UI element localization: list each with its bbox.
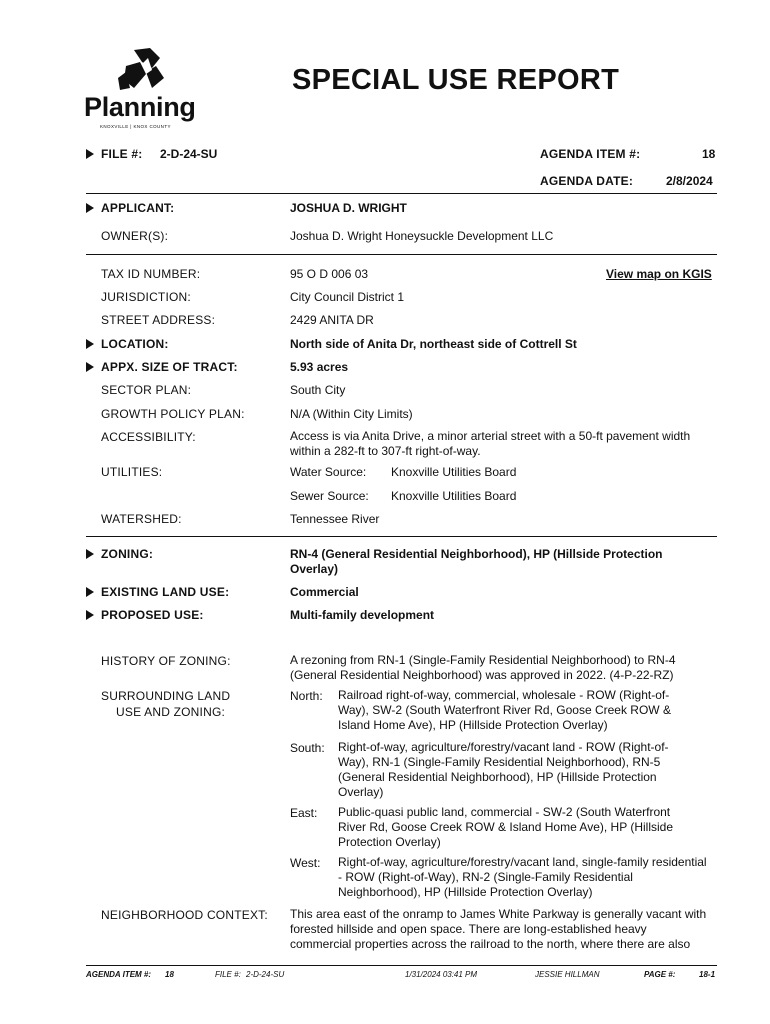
bullet-arrow-icon: [86, 610, 94, 620]
agenda-item-value: 18: [702, 147, 716, 161]
applicant-label: APPLICANT:: [101, 201, 175, 215]
existing-land-use-value: Commercial: [290, 585, 359, 599]
south-value: Right-of-way, agriculture/forestry/vacant land - ROW (Right-of-Way), RN-1 (Single-Family Residential Neighborhood), RN-5 (General Residential Neighborhood), HP (Hillside Protection Overlay): [338, 740, 669, 799]
history-of-zoning-label: HISTORY OF ZONING:: [101, 654, 231, 668]
applicant-value: JOSHUA D. WRIGHT: [290, 201, 407, 215]
proposed-use-value: Multi-family development: [290, 608, 435, 622]
footer-timestamp: 1/31/2024 03:41 PM: [405, 970, 478, 979]
growth-policy-value: N/A (Within City Limits): [290, 407, 413, 421]
history-of-zoning-value: A rezoning from RN-1 (Single-Family Residential Neighborhood) to RN-4 (General Residential Neighborhood) was approved in 2022. (4-P-22-RZ): [290, 653, 676, 682]
location-value: North side of Anita Dr, northeast side of Cottrell St: [290, 337, 577, 351]
tax-id-value: 95 O D 006 03: [290, 267, 369, 281]
accessibility-label: ACCESSIBILITY:: [101, 430, 196, 444]
owner-value: Joshua D. Wright Honeysuckle Development LLC: [290, 229, 554, 243]
location-label-row: [86, 337, 169, 351]
bullet-arrow-icon: [86, 149, 94, 159]
surrounding-label-line2: USE AND ZONING:: [116, 705, 226, 719]
sewer-source-value: Knoxville Utilities Board: [391, 489, 517, 503]
east-value: Public-quasi public land, commercial - SW-2 (South Waterfront River Rd, Goose Creek ROW & Island Home Ave), HP (Hillside Protection Overlay): [338, 805, 673, 849]
bullet-arrow-icon: [86, 549, 94, 559]
divider: [86, 254, 717, 255]
agenda-date-label: AGENDA DATE:: [540, 174, 634, 188]
footer-author: JESSIE HILLMAN: [535, 970, 600, 979]
zoning-label-row: [86, 547, 153, 561]
tract-size-label: APPX. SIZE OF TRACT:: [101, 360, 238, 374]
water-source-value: Knoxville Utilities Board: [391, 465, 517, 479]
footer-agenda-label: AGENDA ITEM #:: [86, 970, 152, 979]
footer-agenda-value: 18: [165, 970, 174, 979]
sector-plan-value: South City: [290, 383, 346, 397]
existing-land-use-label: EXISTING LAND USE:: [101, 585, 230, 599]
agenda-date-value: 2/8/2024: [666, 174, 713, 188]
neighborhood-context-value: This area east of the onramp to James White Parkway is generally vacant with forested hillside and open space. There are long-established heavy commercial properties across the railroad to the north, where there are also: [290, 907, 707, 951]
tract-size-value: 5.93 acres: [290, 360, 349, 374]
tract-size-label-row: [86, 360, 238, 374]
divider: [86, 536, 717, 537]
north-value: Railroad right-of-way, commercial, wholesale - ROW (Right-of-Way), SW-2 (South Waterfront River Rd, Goose Creek ROW & Island Home Ave), HP (Hillside Protection Overlay): [338, 688, 671, 732]
footer-file-label: FILE #:: [215, 970, 241, 979]
footer-page-value: 18-1: [699, 970, 716, 979]
jurisdiction-value: City Council District 1: [290, 290, 405, 304]
bullet-arrow-icon: [86, 587, 94, 597]
street-address-value: 2429 ANITA DR: [290, 313, 374, 327]
neighborhood-context-label: NEIGHBORHOOD CONTEXT:: [101, 908, 268, 922]
east-label: East:: [290, 806, 318, 820]
street-address-label: STREET ADDRESS:: [101, 313, 216, 327]
report-title: SPECIAL USE REPORT: [292, 64, 620, 96]
zoning-value: RN-4 (General Residential Neighborhood), HP (Hillside Protection Overlay): [290, 547, 663, 576]
utilities-label: UTILITIES:: [101, 465, 163, 479]
applicant-label-row: [86, 201, 174, 215]
west-value: Right-of-way, agriculture/forestry/vacant land, single-family residential - ROW (Right-of-Way), RN-2 (Single-Family Residential Neighborhood), HP (Hillside Protection Overlay): [338, 855, 707, 899]
location-label: LOCATION:: [101, 337, 169, 351]
planning-logo: [84, 48, 194, 132]
logo-tagline: KNOXVILLE | KNOX COUNTY: [100, 124, 171, 129]
growth-policy-label: GROWTH POLICY PLAN:: [101, 407, 245, 421]
divider: [86, 193, 717, 194]
bullet-arrow-icon: [86, 362, 94, 372]
zoning-label: ZONING:: [101, 547, 154, 561]
logo-wordmark: Planning: [84, 92, 196, 122]
proposed-use-label: PROPOSED USE:: [101, 608, 204, 622]
accessibility-value: Access is via Anita Drive, a minor arterial street with a 50-ft pavement width within a 282-ft to 307-ft right-of-way.: [290, 429, 691, 458]
watershed-label: WATERSHED:: [101, 512, 182, 526]
surrounding-label-line1: SURROUNDING LAND: [101, 689, 231, 703]
existing-land-use-label-row: [86, 585, 229, 599]
sewer-source-label: Sewer Source:: [290, 489, 369, 503]
water-source-label: Water Source:: [290, 465, 367, 479]
west-label: West:: [290, 856, 321, 870]
owner-label: OWNER(S):: [101, 229, 169, 243]
kgis-map-link[interactable]: View map on KGIS: [606, 267, 712, 281]
bullet-arrow-icon: [86, 203, 94, 213]
footer-divider: [86, 965, 717, 966]
proposed-use-label-row: [86, 608, 204, 622]
tax-id-label: TAX ID NUMBER:: [101, 267, 201, 281]
file-label: FILE #:: [101, 147, 143, 161]
agenda-item-label: AGENDA ITEM #:: [540, 147, 641, 161]
bullet-arrow-icon: [86, 339, 94, 349]
jurisdiction-label: JURISDICTION:: [101, 290, 191, 304]
north-label: North:: [290, 689, 323, 703]
planning-logo-icon: [112, 48, 172, 92]
south-label: South:: [290, 741, 325, 755]
file-number-value: 2-D-24-SU: [160, 147, 218, 161]
sector-plan-label: SECTOR PLAN:: [101, 383, 192, 397]
footer-page-label: PAGE #:: [644, 970, 676, 979]
footer-file-value: 2-D-24-SU: [246, 970, 285, 979]
watershed-value: Tennessee River: [290, 512, 380, 526]
file-number-row: [86, 147, 142, 161]
